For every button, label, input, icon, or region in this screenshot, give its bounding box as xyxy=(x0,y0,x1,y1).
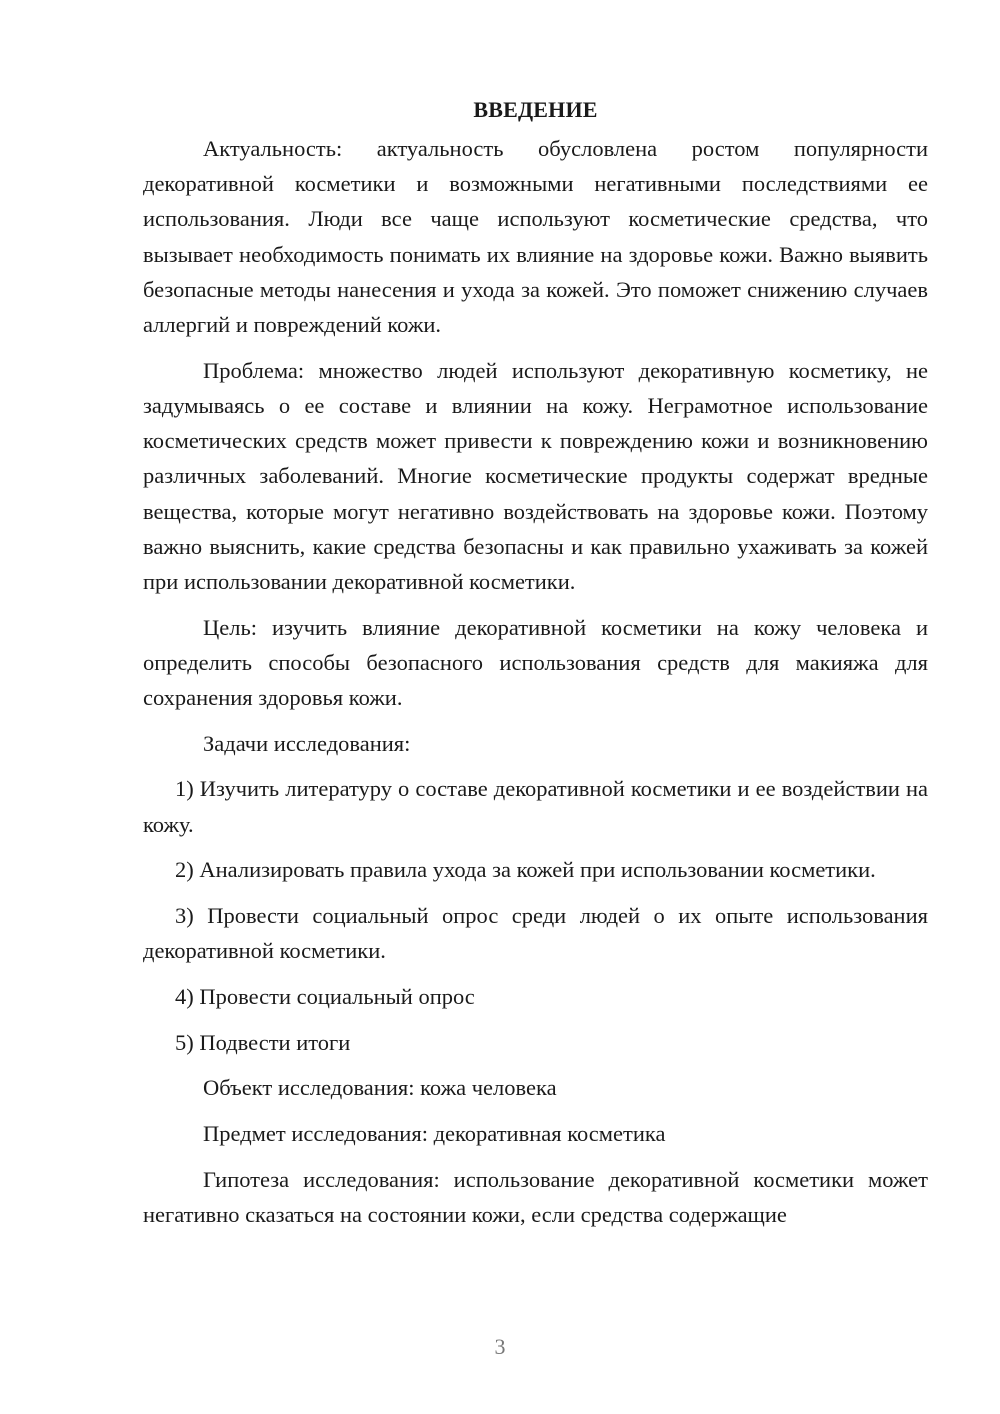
research-object: Объект исследования: кожа человека xyxy=(203,1075,557,1101)
page-number: 3 xyxy=(494,1334,506,1359)
goal-paragraph: Цель: изучить влияние декоративной косметики на кожу человека и определить способы безопасного использования средств для макияжа для сохранения здоровья кожи. xyxy=(143,614,928,711)
task-item-1: 1) Изучить литературу о составе декоративной косметики и ее воздействии на кожу. xyxy=(143,776,928,837)
problem-paragraph: Проблема: множество людей используют декоративную косметику, не задумываясь о ее составе и влиянии на кожу. Неграмотное использование косметических средств может привести к повреждению кожи и возникновению различных заболеваний. Многие косметические продукты содержат вредные вещества, которые могут негативно воздействовать на здоровье кожи. Поэтому важно выяснить, какие средства безопасны и как правильно ухаживать за кожей при использовании декоративной косметики. xyxy=(143,357,928,594)
research-hypothesis: Гипотеза исследования: использование декоративной косметики может негативно сказаться на состоянии кожи, если средства содержащие xyxy=(143,1166,928,1227)
section-heading: ВВЕДЕНИЕ xyxy=(473,97,598,122)
page-content xyxy=(143,92,928,1232)
tasks-title: Задачи исследования: xyxy=(203,730,411,756)
task-item-3: 3) Провести социальный опрос среди людей о их опыте использования декоративной косметики. xyxy=(143,903,928,964)
relevance-paragraph: Актуальность: актуальность обусловлена ростом популярности декоративной косметики и возможными негативными последствиями ее использования. Люди все чаще используют косметические средства, что вызывает необходимость понимать их влияние на здоровье кожи. Важно выявить безопасные методы нанесения и ухода за кожей. Это поможет снижению случаев аллергий и повреждений кожи. xyxy=(143,136,928,338)
research-subject: Предмет исследования: декоративная косметика xyxy=(203,1121,666,1147)
task-item-2: 2) Анализировать правила ухода за кожей при использовании косметики. xyxy=(175,857,876,883)
task-item-4: 4) Провести социальный опрос xyxy=(175,983,475,1009)
task-item-5: 5) Подвести итоги xyxy=(175,1029,351,1055)
